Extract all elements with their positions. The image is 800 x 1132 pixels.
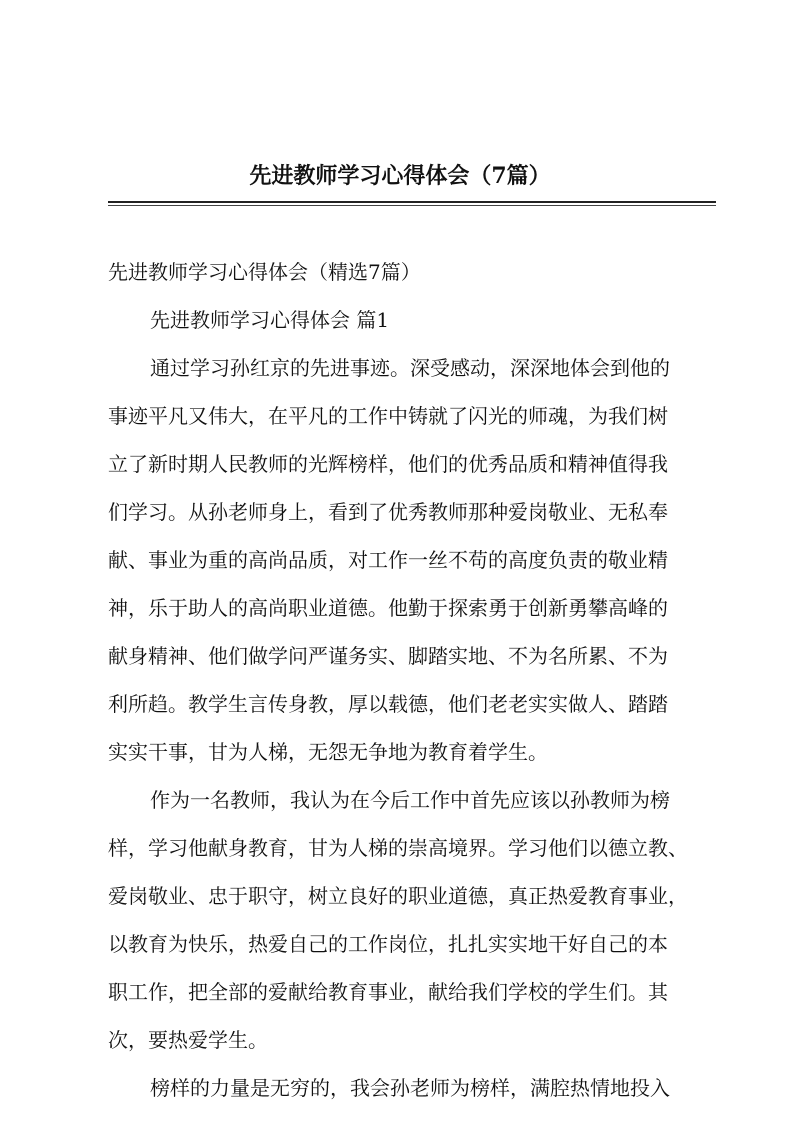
title-rule-thin xyxy=(108,205,716,206)
body-line: 神，乐于助人的高尚职业道德。他勤于探索勇于创新勇攀高峰的 xyxy=(108,596,668,620)
body-line: 作为一名教师，我认为在今后工作中首先应该以孙教师为榜 xyxy=(150,788,670,812)
body-line: 实实干事，甘为人梯，无怨无争地为教育着学生。 xyxy=(108,740,548,764)
title-rule xyxy=(108,201,716,203)
body-line: 通过学习孙红京的先进事迹。深受感动，深深地体会到他的 xyxy=(150,356,670,380)
body-line: 爱岗敬业、忠于职守，树立良好的职业道德，真正热爱教育事业， xyxy=(108,884,688,908)
body-line: 献、事业为重的高尚品质，对工作一丝不苟的高度负责的敬业精 xyxy=(108,548,668,572)
body-line: 职工作，把全部的爱献给教育事业，献给我们学校的学生们。其 xyxy=(108,980,668,1004)
body-line: 样，学习他献身教育，甘为人梯的崇高境界。学习他们以德立教、 xyxy=(108,836,688,860)
document-body xyxy=(108,248,716,1112)
body-line: 献身精神、他们做学问严谨务实、脚踏实地、不为名所累、不为 xyxy=(108,644,668,668)
body-line: 事迹平凡又伟大，在平凡的工作中铸就了闪光的师魂，为我们树 xyxy=(108,404,668,428)
document-title: 先进教师学习心得体会（7篇） xyxy=(249,163,551,189)
section-heading: 先进教师学习心得体会 篇1 xyxy=(150,308,390,332)
body-line: 次，要热爱学生。 xyxy=(108,1028,268,1052)
body-line: 利所趋。教学生言传身教，厚以载德，他们老老实实做人、踏踏 xyxy=(108,692,668,716)
body-line: 榜样的力量是无穷的，我会孙老师为榜样，满腔热情地投入 xyxy=(150,1076,670,1100)
body-line: 们学习。从孙老师身上，看到了优秀教师那种爱岗敬业、无私奉 xyxy=(108,500,668,524)
body-line: 立了新时期人民教师的光辉榜样，他们的优秀品质和精神值得我 xyxy=(108,452,668,476)
body-line: 以教育为快乐，热爱自己的工作岗位，扎扎实实地干好自己的本 xyxy=(108,932,668,956)
document-subtitle: 先进教师学习心得体会（精选7篇） xyxy=(108,260,421,284)
